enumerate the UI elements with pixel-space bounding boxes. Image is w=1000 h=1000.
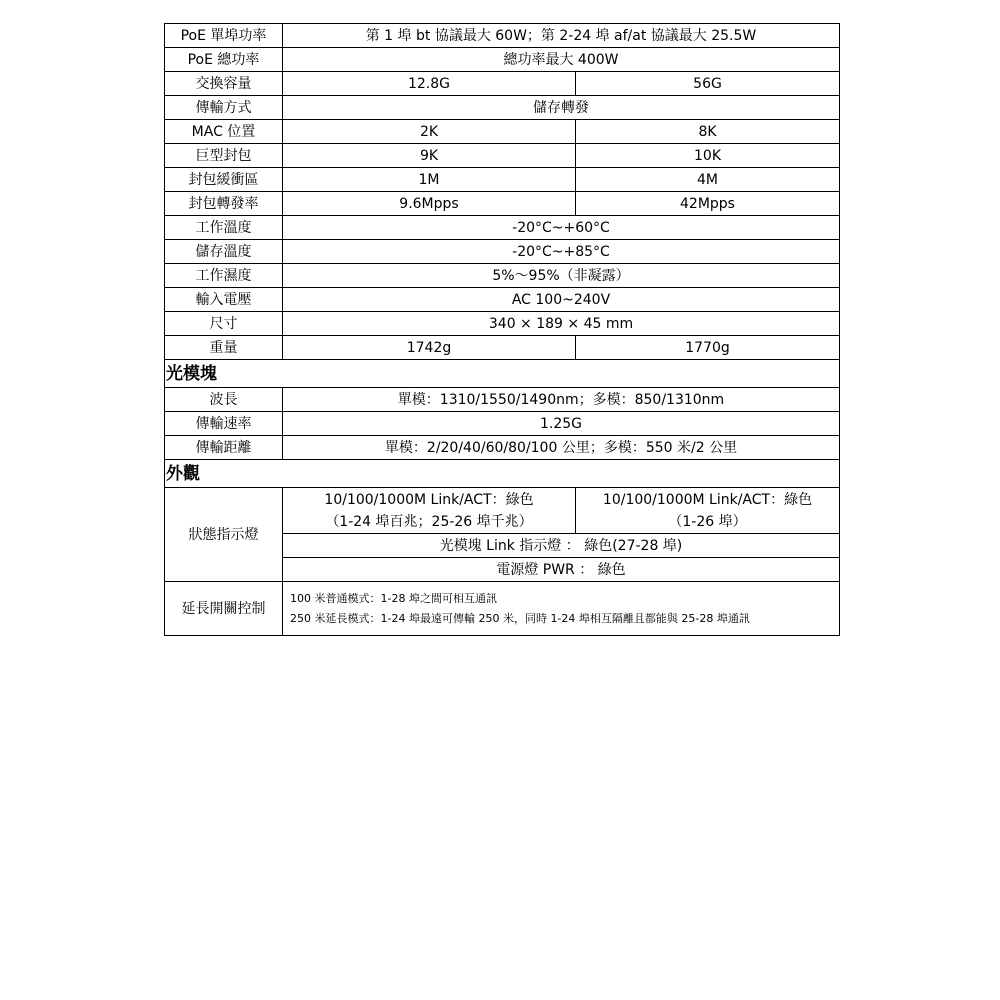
spec-value: 單模：2/20/40/60/80/100 公里；多模：550 米/2 公里 (283, 436, 840, 460)
spec-label: 巨型封包 (165, 144, 283, 168)
spec-label: 傳輸方式 (165, 96, 283, 120)
spec-value-a: 1742g (283, 336, 576, 360)
spec-label: 狀態指示燈 (165, 488, 283, 582)
spec-value: 5%～95%（非凝露） (283, 264, 840, 288)
spec-value: 340 × 189 × 45 mm (283, 312, 840, 336)
spec-table (164, 23, 840, 636)
spec-value (283, 582, 840, 636)
spec-label: PoE 總功率 (165, 48, 283, 72)
spec-value-b: 56G (576, 72, 840, 96)
spec-value: 總功率最大 400W (283, 48, 840, 72)
spec-label: 波長 (165, 388, 283, 412)
spec-label: 延長開關控制 (165, 582, 283, 636)
spec-row-weight (165, 336, 840, 360)
spec-label: 儲存溫度 (165, 240, 283, 264)
spec-row-transfer (165, 96, 840, 120)
spec-row-buffer (165, 168, 840, 192)
spec-value: 1.25G (283, 412, 840, 436)
spec-label: 交換容量 (165, 72, 283, 96)
spec-value-b: 1770g (576, 336, 840, 360)
spec-value-b: 4M (576, 168, 840, 192)
status-b-line2: （1-26 埠） (668, 513, 747, 530)
extend-line1: 100 米普通模式：1-28 埠之間可相互通訊 (290, 591, 497, 605)
spec-value-a: 9K (283, 144, 576, 168)
spec-value-b: 10K (576, 144, 840, 168)
spec-value-a (283, 488, 576, 534)
spec-row-voltage (165, 288, 840, 312)
spec-label: 尺寸 (165, 312, 283, 336)
spec-value: 電源燈 PWR ： 綠色 (283, 558, 840, 582)
spec-label: MAC 位置 (165, 120, 283, 144)
status-b-line1: 10/100/1000M Link/ACT：綠色 (602, 491, 813, 508)
spec-value-b: 42Mpps (576, 192, 840, 216)
spec-value-b: 8K (576, 120, 840, 144)
spec-value-a: 9.6Mpps (283, 192, 576, 216)
extend-line2: 250 米延長模式：1-24 埠最遠可傳輸 250 米，同時 1-24 埠相互隔離且都能與 25-28 埠通訊 (290, 611, 750, 625)
spec-label: 重量 (165, 336, 283, 360)
spec-value: 光模塊 Link 指示燈 ： 綠色(27-28 埠) (283, 534, 840, 558)
section-title-optical: 光模塊 (165, 360, 840, 388)
spec-row-rate (165, 412, 840, 436)
spec-label: PoE 單埠功率 (165, 24, 283, 48)
status-a-line2: （1-24 埠百兆；25-26 埠千兆） (325, 513, 533, 530)
spec-value-b (576, 488, 840, 534)
spec-label: 輸入電壓 (165, 288, 283, 312)
spec-row-mac (165, 120, 840, 144)
spec-label: 封包轉發率 (165, 192, 283, 216)
spec-value: AC 100~240V (283, 288, 840, 312)
spec-row-work-temp (165, 216, 840, 240)
spec-row-forwarding (165, 192, 840, 216)
spec-row-poe-total (165, 48, 840, 72)
spec-row-wavelength (165, 388, 840, 412)
spec-value-a: 12.8G (283, 72, 576, 96)
section-title-appearance: 外觀 (165, 460, 840, 488)
section-row-optical (165, 360, 840, 388)
spec-row-size (165, 312, 840, 336)
spec-row-poe-port (165, 24, 840, 48)
spec-value: 儲存轉發 (283, 96, 840, 120)
spec-row-switching (165, 72, 840, 96)
spec-label: 傳輸速率 (165, 412, 283, 436)
spec-row-storage-temp (165, 240, 840, 264)
status-a-line1: 10/100/1000M Link/ACT：綠色 (324, 491, 534, 508)
spec-value-a: 1M (283, 168, 576, 192)
spec-row-status-led (165, 488, 840, 534)
spec-value-a: 2K (283, 120, 576, 144)
spec-value: 單模：1310/1550/1490nm；多模：850/1310nm (283, 388, 840, 412)
spec-label: 工作濕度 (165, 264, 283, 288)
spec-label: 傳輸距離 (165, 436, 283, 460)
spec-row-distance (165, 436, 840, 460)
spec-label: 封包緩衝區 (165, 168, 283, 192)
spec-value: -20°C~+60°C (283, 216, 840, 240)
spec-value: 第 1 埠 bt 協議最大 60W；第 2-24 埠 af/at 協議最大 25.5W (283, 24, 840, 48)
spec-value: -20°C~+85°C (283, 240, 840, 264)
spec-row-extend-switch (165, 582, 840, 636)
spec-label: 工作溫度 (165, 216, 283, 240)
spec-row-humidity (165, 264, 840, 288)
spec-row-jumbo (165, 144, 840, 168)
section-row-appearance (165, 460, 840, 488)
